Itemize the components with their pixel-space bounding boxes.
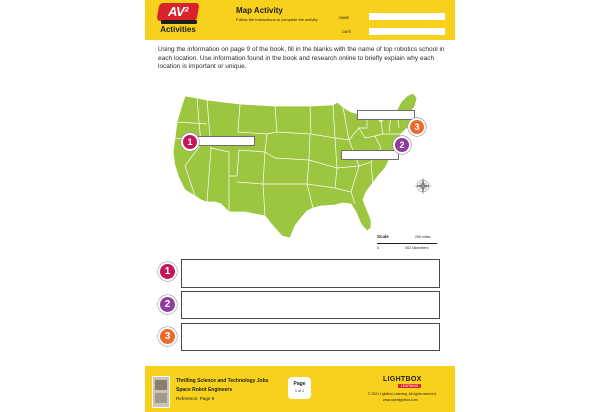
answer-marker-3: 3	[158, 327, 177, 346]
instructions-text: Using the information on page 9 of the book, fill in the blanks with the name of top robotics school in each location. Use information found in the book and research online to briefly explain why each location is important or unique.	[158, 46, 445, 70]
book-title: Space Robot Engineers	[176, 387, 233, 393]
footer-bar	[145, 366, 455, 412]
scale-bar	[377, 243, 437, 244]
callout-1-blank[interactable]	[195, 136, 255, 146]
callout-3-blank[interactable]	[357, 110, 415, 120]
logo-label: Activities	[160, 25, 196, 34]
page-reference: Reference: Page 9	[176, 396, 215, 401]
callout-2-blank[interactable]	[341, 150, 399, 160]
logo-text: AV²	[168, 4, 188, 19]
map-scale	[377, 234, 437, 254]
series-title: Thrilling Science and Technology Jobs	[176, 378, 269, 384]
cover-image-top	[155, 380, 167, 390]
answer-box-2[interactable]	[181, 291, 440, 319]
scale-miles: 250 miles	[415, 235, 431, 239]
answer-marker-2: 2	[158, 295, 177, 314]
answer-marker-1: 1	[158, 262, 177, 281]
map-marker-2: 2	[393, 136, 411, 154]
logo-strip	[161, 20, 197, 24]
publisher-logo: LIGHTBOX	[383, 376, 422, 383]
book-cover-thumbnail	[152, 376, 170, 408]
scale-zero: 0	[377, 246, 379, 250]
worksheet-page	[145, 0, 455, 412]
copyright-text: © 2021 Lightbox Learning. All rights reserved.	[368, 392, 437, 396]
date-field[interactable]	[369, 28, 445, 35]
page-subtitle: Follow the instructions to complete the activity.	[236, 17, 319, 22]
page-count: 1 of 1	[295, 389, 304, 393]
av2-logo	[152, 3, 204, 37]
page-indicator	[288, 377, 311, 399]
answer-box-3[interactable]	[181, 323, 440, 351]
usa-map	[145, 88, 455, 258]
map-marker-1: 1	[181, 133, 199, 151]
publisher-url: www.openlightbox.com	[383, 398, 418, 402]
header-bar	[145, 0, 455, 40]
name-label: NAME	[339, 16, 350, 20]
map-marker-3: 3	[408, 118, 426, 136]
answer-box-1[interactable]	[181, 259, 440, 288]
page-label: Page	[293, 381, 306, 387]
scale-km: 402 kilometers	[405, 246, 429, 250]
cover-image-bottom	[155, 393, 167, 403]
name-field[interactable]	[369, 13, 445, 20]
page-title: Map Activity	[236, 6, 283, 15]
publisher-tag: LEARNING	[398, 384, 421, 388]
date-label: DATE	[342, 30, 352, 34]
compass-rose-icon	[414, 177, 432, 195]
scale-label: Scale	[377, 234, 389, 239]
